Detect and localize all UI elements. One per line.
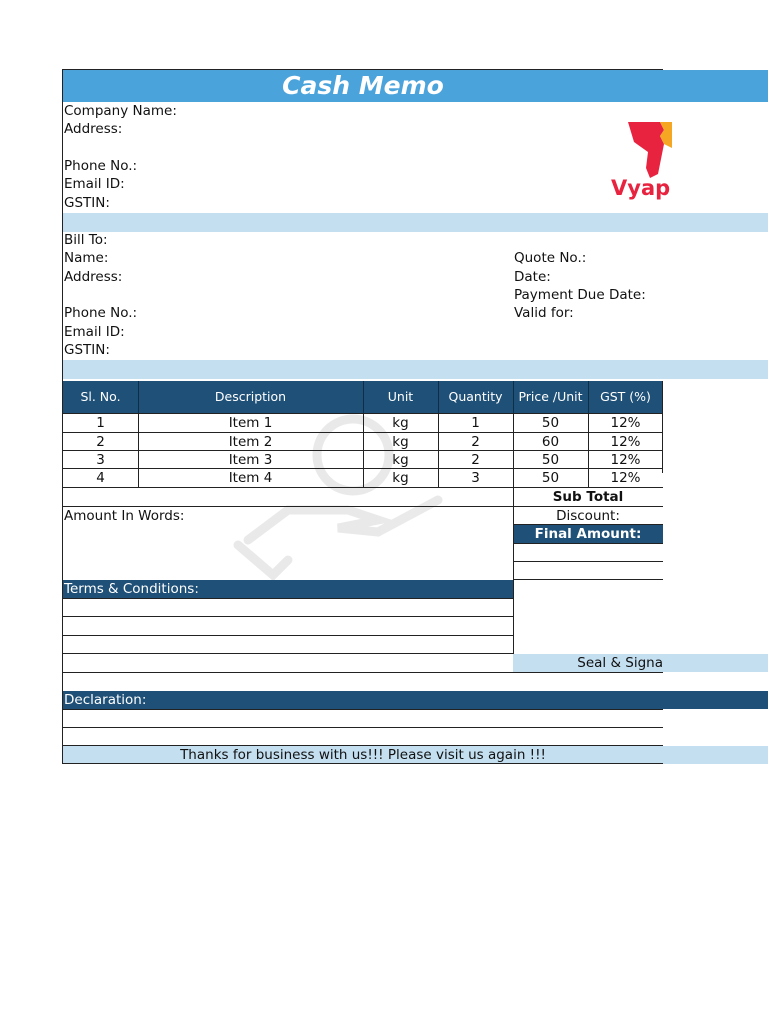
valid-for-label: Valid for:: [514, 305, 574, 321]
bill-to-heading: Bill To:: [64, 232, 108, 248]
header-divider: [438, 381, 439, 413]
bill-to-address-label: Address:: [64, 269, 123, 285]
final-amount-label: Final Amount:: [513, 525, 663, 543]
grid-line: [513, 413, 514, 487]
sub-total-label: Sub Total: [552, 489, 624, 505]
declaration-bar: [63, 691, 768, 709]
cell-quantity: 1: [471, 415, 480, 431]
col-header-quantity: Quantity: [448, 389, 503, 404]
logo-mark-icon: [620, 122, 700, 182]
cell-unit: kg: [392, 452, 409, 468]
header-divider: [138, 381, 139, 413]
bill-to-gstin-label: GSTIN:: [64, 342, 110, 358]
grid-line: [63, 616, 513, 617]
grid-line: [63, 672, 663, 673]
col-header-description: Description: [214, 389, 287, 404]
cell-unit: kg: [392, 470, 409, 486]
declaration-heading: Declaration:: [64, 692, 147, 708]
payment-due-date-label: Payment Due Date:: [514, 287, 646, 303]
company-email-label: Email ID:: [64, 176, 125, 192]
header-divider: [588, 381, 589, 413]
grid-line: [438, 413, 439, 487]
header-divider: [513, 381, 514, 413]
cell-gst: 12%: [610, 470, 641, 486]
header-divider: [363, 381, 364, 413]
grid-line: [513, 579, 663, 580]
frame-right-border: [662, 381, 663, 473]
cell-price: 60: [541, 434, 560, 450]
cell-price: 50: [541, 452, 560, 468]
section-separator-2: [63, 360, 768, 379]
company-name-label: Company Name:: [64, 103, 177, 119]
cell-sl-no: 2: [96, 434, 105, 450]
col-header-unit: Unit: [387, 389, 414, 404]
date-label: Date:: [514, 269, 551, 285]
company-gstin-label: GSTIN:: [64, 195, 110, 211]
bill-to-name-label: Name:: [64, 250, 109, 266]
frame-top-border: [62, 69, 663, 70]
bill-to-phone-label: Phone No.:: [64, 305, 138, 321]
grid-line: [588, 413, 589, 487]
cell-unit: kg: [392, 434, 409, 450]
quote-no-label: Quote No.:: [514, 250, 587, 266]
cell-gst: 12%: [610, 434, 641, 450]
cell-description: Item 2: [228, 434, 273, 450]
company-address-label: Address:: [64, 121, 123, 137]
grid-line: [63, 763, 663, 764]
grid-line: [63, 727, 663, 728]
grid-line: [63, 709, 663, 710]
col-header-price-unit: Price /Unit: [518, 389, 583, 404]
grid-line: [513, 543, 663, 544]
cell-quantity: 2: [471, 452, 480, 468]
company-phone-label: Phone No.:: [64, 158, 138, 174]
col-header-sl-no: Sl. No.: [80, 389, 121, 404]
cell-quantity: 2: [471, 434, 480, 450]
grid-line: [513, 561, 663, 562]
seal-signature-label: Seal & Signa: [577, 655, 663, 671]
amount-in-words-label: Amount In Words:: [64, 508, 185, 524]
vyapar-logo: [600, 118, 671, 208]
cell-gst: 12%: [610, 452, 641, 468]
grid-line: [63, 653, 513, 654]
cell-description: Item 4: [228, 470, 273, 486]
grid-line: [138, 413, 139, 487]
frame-left-border: [62, 70, 63, 764]
grid-line: [363, 413, 364, 487]
cell-unit: kg: [392, 415, 409, 431]
cell-gst: 12%: [610, 415, 641, 431]
cell-sl-no: 4: [96, 470, 105, 486]
cell-sl-no: 3: [96, 452, 105, 468]
cell-price: 50: [541, 415, 560, 431]
col-header-gst: GST (%): [600, 389, 651, 404]
page-title: Cash Memo: [282, 71, 444, 100]
bill-to-email-label: Email ID:: [64, 324, 125, 340]
grid-line: [63, 598, 513, 599]
grid-line: [63, 635, 513, 636]
cell-description: Item 1: [228, 415, 273, 431]
section-separator-1: [63, 213, 768, 232]
cell-sl-no: 1: [96, 415, 105, 431]
logo-text: Vyap: [611, 176, 671, 200]
discount-label: Discount:: [556, 508, 620, 524]
terms-heading: Terms & Conditions:: [63, 580, 513, 598]
footer-thanks-text: Thanks for business with us!!! Please visit us again !!!: [180, 747, 546, 763]
cell-description: Item 3: [228, 452, 273, 468]
cell-quantity: 3: [471, 470, 480, 486]
cell-price: 50: [541, 470, 560, 486]
grid-line: [513, 487, 514, 579]
